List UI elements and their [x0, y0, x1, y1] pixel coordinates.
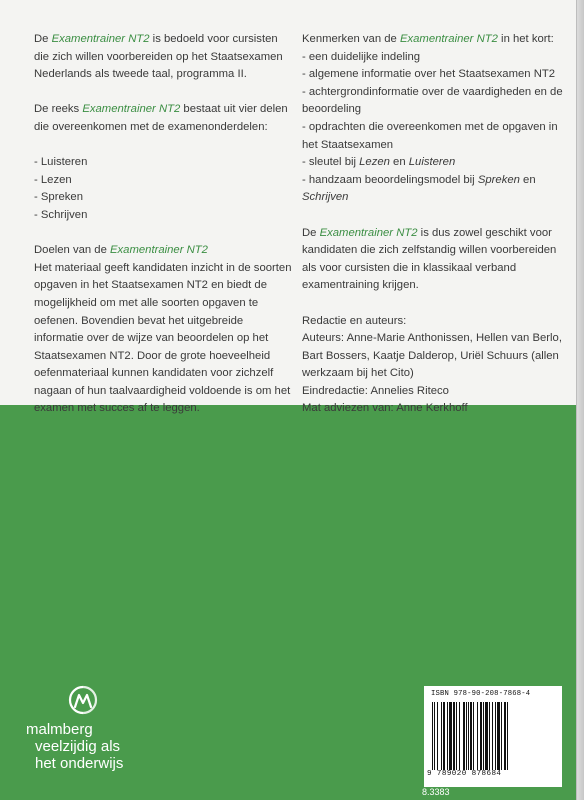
- barcode-bar: [485, 702, 488, 770]
- goals-heading: [34, 242, 292, 260]
- barcode-bar: [453, 702, 455, 770]
- suitability-post: is dus zowel geschikt voor kandidaten die zich zelfstandig willen voorbereiden als voor cursisten die in klassikaal verband examentraining krijgen.: [302, 226, 557, 292]
- barcode-bar: [437, 702, 438, 770]
- goals-heading-pre: Doelen van de: [34, 244, 110, 257]
- authors-line: Auteurs: Anne-Marie Anthonissen, Hellen van Berlo, Bart Bossers, Kaatje Dalderop, Uriël Schuurs (allen werkzaam bij het Cito): [302, 332, 562, 380]
- series-pre: De reeks: [34, 103, 83, 116]
- features-heading-post: in het kort:: [497, 33, 554, 45]
- publisher-name: malmberg: [26, 721, 93, 738]
- barcode-bar: [432, 702, 433, 770]
- barcode-bar: [456, 702, 457, 770]
- barcode-bar: [466, 702, 467, 770]
- barcode-bar: [504, 702, 506, 770]
- barcode-bar: [489, 702, 490, 770]
- isbn-text: ISBN 978-90-208-7868-4: [431, 690, 531, 698]
- ean-digits: 9 789020 878684: [427, 770, 502, 778]
- list-item: - achtergrondinformatie over de vaardigheden en de beoordeling: [302, 85, 563, 116]
- list-item: - Luisteren: [34, 156, 88, 169]
- feature-text: - sleutel bij: [302, 156, 360, 169]
- barcode-bar: [468, 702, 469, 770]
- suitability-pre: De: [302, 226, 320, 239]
- suitability-paragraph: [302, 225, 572, 295]
- barcode-bar: [483, 702, 484, 770]
- barcode-bar: [470, 702, 472, 770]
- feature-italic: Lezen: [359, 156, 390, 169]
- list-item: [302, 154, 572, 172]
- series-post: bestaat uit vier delen die overeenkomen met de examenonderdelen:: [34, 103, 288, 133]
- brand-name: Examentrainer NT2: [51, 33, 150, 45]
- malmberg-emblem-icon: [66, 683, 100, 719]
- feature-italic: Schrijven: [302, 191, 349, 204]
- publisher-logo: [26, 683, 146, 772]
- barcode-bar: [473, 702, 474, 770]
- barcode-bar: [459, 702, 460, 770]
- barcode-bar: [477, 702, 478, 770]
- brand-name: Examentrainer NT2: [110, 244, 208, 257]
- list-item: - opdrachten die overeenkomen met de opgaven in het Staatsexamen: [302, 120, 558, 151]
- parts-list: [34, 154, 292, 224]
- list-item: - een duidelijke indeling: [302, 50, 421, 63]
- barcode-bar: [507, 702, 508, 770]
- brand-name: Examentrainer NT2: [319, 226, 418, 239]
- credits-heading: Redactie en auteurs:: [302, 314, 407, 327]
- intro-paragraph: [34, 31, 292, 84]
- barcode-bar: [480, 702, 482, 770]
- barcode-bar: [443, 702, 445, 770]
- barcode-bar: [441, 702, 442, 770]
- list-item: - Schrijven: [34, 208, 88, 221]
- goals-paragraph: Het materiaal geeft kandidaten inzicht in de soorten opgaven in het Staatsexamen NT2 en biedt de mogelijkheid om met alle soorten opgaven te oefenen. Bovendien bevat het uitgebreide informatie over de wijze van beoordelen op het Staatsexamen NT2. Door de grote hoeveelheid oefenmateriaal kunnen kandidaten voor zichzelf nagaan of hun taalvaardigheid voldoende is om het examen met succes af te leggen.: [34, 261, 292, 415]
- intro-pre: De: [34, 33, 52, 45]
- barcode-bar: [449, 702, 452, 770]
- brand-name: Examentrainer NT2: [399, 33, 498, 45]
- feature-text: - handzaam beoordelingsmodel bij: [302, 173, 478, 186]
- book-spine-edge: [576, 0, 584, 800]
- list-item: [302, 172, 572, 207]
- publisher-tagline-1: veelzijdig als: [35, 738, 121, 755]
- feature-text: en: [519, 173, 536, 186]
- series-paragraph: [34, 101, 292, 136]
- barcode-label: [424, 686, 562, 787]
- order-code: 8.3383: [422, 787, 450, 797]
- barcode-bar: [434, 702, 435, 770]
- features-heading: [302, 31, 572, 49]
- barcode-bar: [492, 702, 493, 770]
- barcode-bar: [501, 702, 502, 770]
- final-editing-line: Eindredactie: Annelies Riteco: [302, 384, 449, 397]
- barcode-bars: [430, 702, 556, 770]
- barcode-bar: [495, 702, 496, 770]
- feature-italic: Spreken: [477, 173, 520, 186]
- intro-post: is bedoeld voor cursisten die zich willen voorbereiden op het Staatsexamen Nederlands als tweede taal, programma II.: [34, 33, 283, 81]
- publisher-tagline-2: het onderwijs: [35, 755, 124, 772]
- feature-text: en: [389, 156, 409, 169]
- left-column: [34, 31, 292, 418]
- barcode-bar: [463, 702, 465, 770]
- feature-italic: Luisteren: [408, 156, 456, 169]
- brand-name: Examentrainer NT2: [82, 103, 181, 116]
- features-list: [302, 49, 572, 207]
- list-item: - Lezen: [34, 173, 72, 186]
- right-column: [302, 31, 572, 418]
- barcode-bar: [447, 702, 448, 770]
- advice-line: Mat adviezen van: Anne Kerkhoff: [302, 402, 468, 415]
- list-item: - Spreken: [34, 191, 83, 204]
- features-heading-pre: Kenmerken van de: [302, 33, 400, 45]
- list-item: - algemene informatie over het Staatsexamen NT2: [302, 68, 556, 81]
- barcode-bar: [497, 702, 500, 770]
